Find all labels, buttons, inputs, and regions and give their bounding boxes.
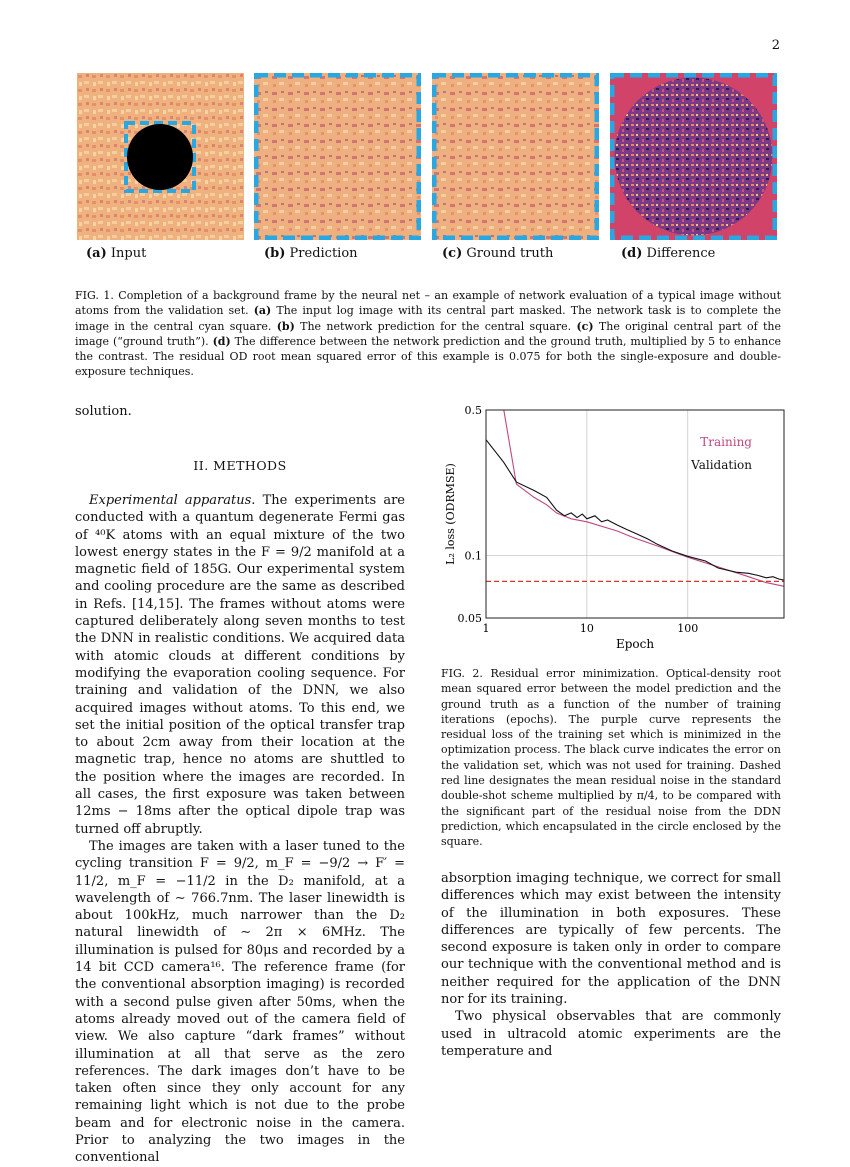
subcaption-d: (d) Difference bbox=[621, 246, 716, 261]
figure-2-caption: FIG. 2. Residual error minimization. Optical-density root mean squared error between the model prediction and the ground truth as a function of the number of training iterations (epochs). The purple curve represents the residual loss of the training set which is minimized in the optimization process. The black curve indicates the error on the validation set, which was not used for training. Dashed red line designates the mean residual noise in the standard double-shot scheme multiplied by π/4, to be compared with the significant part of the residual noise from the DDN prediction, which encapsulated in the circle enclosed by the square. bbox=[441, 667, 781, 849]
left-column-body bbox=[75, 492, 405, 1167]
subcaption-b: (b) Prediction bbox=[264, 246, 358, 261]
loss-chart bbox=[438, 402, 788, 652]
subcaption-a: (a) Input bbox=[86, 246, 147, 261]
mask-circle bbox=[127, 124, 193, 190]
page-number: 2 bbox=[771, 38, 780, 53]
paragraph-observables: Two physical observables that are commonly used in ultracold atomic experiments are the temperature and bbox=[441, 1009, 781, 1059]
x-tick-label: 10 bbox=[579, 622, 594, 635]
subcaption-c: (c) Ground truth bbox=[442, 246, 554, 261]
x-axis-label: Epoch bbox=[615, 637, 655, 651]
input-panel-image bbox=[77, 73, 244, 240]
y-axis-label: L₂ loss (ODRMSE) bbox=[444, 463, 457, 565]
x-tick-label: 100 bbox=[677, 622, 699, 635]
solution-word: solution. bbox=[75, 404, 132, 419]
x-tick-label: 1 bbox=[482, 622, 490, 635]
section-heading: II. METHODS bbox=[193, 458, 287, 473]
paragraph-correction: absorption imaging technique, we correct for small differences which may exist between the intensity of the illumination in both exposures. These differences are typically of few percents. The second exposure is taken only in order to compare our technique with the conventional method and is neither required for the application of the DNN nor for its training. bbox=[441, 871, 781, 1008]
legend-training: Training bbox=[700, 435, 752, 449]
paragraph-imaging: The images are taken with a laser tuned to the cycling transition F = 9/2, m_F = −9/2 → F′ = 11/2, m_F = −11/2 in the D₂ manifold, at a wavelength of ∼ 766.7nm. The laser linewidth is about 100kHz, much narrower than the D₂ natural linewidth of ∼ 2π × 6MHz. The illumination is pulsed for 80μs and recorded by a 14 bit CCD camera¹⁶. The reference frame (for the conventional absorption imaging) is recorded with a second pulse given after 50ms, when the atoms already moved out of the camera field of view. We also capture “dark frames” without illumination at all that serve as the zero references. The dark images don’t have to be taken often since they only account for any remaining light which is not due to the probe beam and for electronic noise in the camera. Prior to analyzing the two images in the conventional bbox=[75, 838, 405, 1166]
y-tick-label: 0.5 bbox=[464, 404, 482, 417]
figure-1-caption: FIG. 1. Completion of a background frame by the neural net – an example of network evaluation of a typical image without atoms from the validation set. (a) The input log image with its central part masked. The network task is to complete the image in the central cyan square. (b) The network prediction for the central square. (c) The original central part of the image (“ground truth”). (d) The difference between the network prediction and the ground truth, multiplied by 5 to enhance the contrast. The residual OD root mean squared error of this example is 0.075 for both the single-exposure and double-exposure techniques. bbox=[75, 289, 782, 379]
difference-panel-image bbox=[610, 73, 777, 240]
paragraph-apparatus: Experimental apparatus. The experiments are conducted with a quantum degenerate Fermi gas of ⁴⁰K atoms with an equal mixture of the two lowest energy states in the F = 9/2 manifold at a magnetic field of 185G. Our experimental system and cooling procedure are the same as described in Refs. [14,15]. The frames without atoms were captured deliberately along seven months to test the DNN in realistic conditions. We acquired data with atomic clouds at different conditions by modifying the evaporation cooling sequence. For training and validation of the DNN, we also acquired images without atoms. To this end, we set the initial position of the optical transfer trap to about 2cm away from their location at the magnetic trap, hence no atoms are shuttled to the position where the images are recorded. In all cases, the first exposure was taken between 12ms − 18ms after the optical dipole trap was turned off abruptly. bbox=[75, 493, 405, 837]
prediction-panel-image bbox=[254, 73, 421, 240]
ground-truth-panel-image bbox=[432, 73, 599, 240]
y-tick-label: 0.05 bbox=[457, 612, 482, 625]
legend-validation: Validation bbox=[691, 458, 752, 472]
loss-chart-svg bbox=[438, 402, 788, 652]
right-column-body bbox=[441, 870, 781, 1060]
y-tick-label: 0.1 bbox=[464, 549, 482, 563]
